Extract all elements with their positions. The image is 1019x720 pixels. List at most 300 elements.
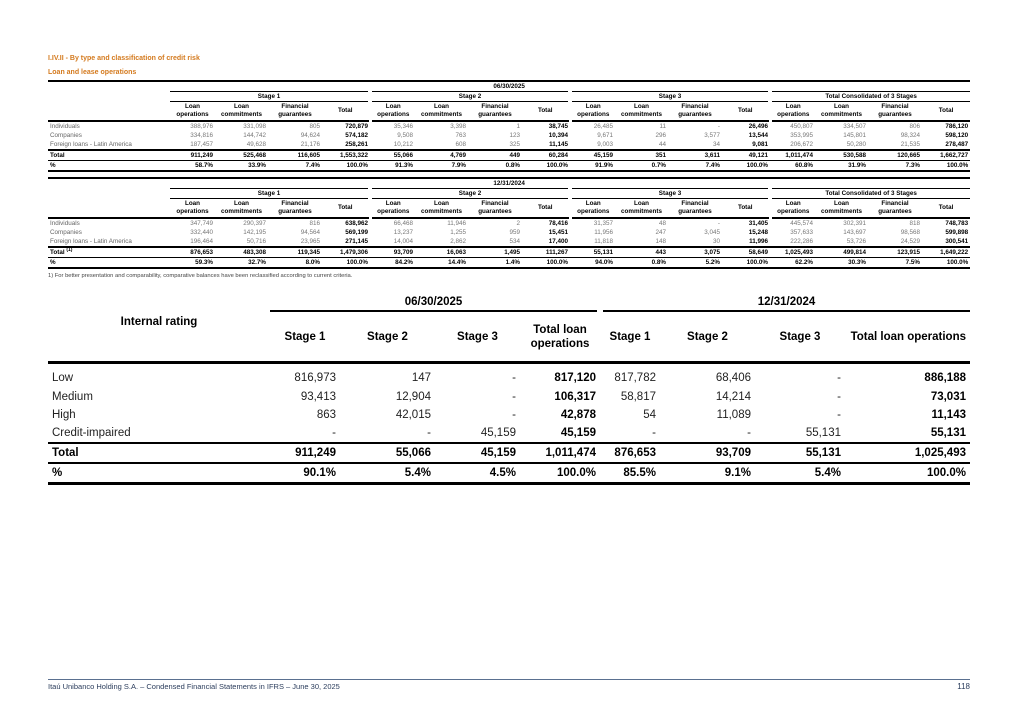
cell-value: - (837, 391, 841, 403)
period-date: 12/31/2024 (48, 178, 970, 189)
table-row (48, 388, 970, 406)
cell-value: 1,495 (468, 247, 522, 258)
cell-value: 33.9% (215, 161, 268, 172)
percent-row (48, 161, 970, 172)
table-row (48, 228, 970, 237)
column-header: Total (322, 199, 370, 219)
cell-value: 222,286 (790, 238, 813, 245)
cell-value: 353,995 (790, 132, 813, 139)
loan-stage-table-2025 (48, 80, 970, 172)
cell-value: 357,633 (790, 229, 813, 236)
row-label: High (52, 409, 76, 421)
cell-value: 94.0% (570, 258, 615, 269)
cell-value: 1,025,493 (845, 443, 970, 463)
percent-row (48, 258, 970, 269)
cell-value: 483,308 (215, 247, 268, 258)
table-row (48, 218, 970, 228)
cell-value: 1,649,222 (922, 247, 970, 258)
cell-value: 93,709 (660, 443, 755, 463)
cell-value: 17,400 (548, 238, 568, 245)
column-header: Stage 2 (367, 330, 408, 343)
period-date: 06/30/2025 (270, 294, 600, 311)
cell-value: 7.3% (868, 161, 922, 172)
cell-value: 35,346 (370, 121, 415, 131)
cell-value: 15,248 (748, 229, 768, 236)
column-header: Loan commitments (615, 102, 668, 122)
cell-value: 334,507 (815, 121, 868, 131)
row-label: Companies (50, 229, 82, 236)
cell-value: 12,904 (395, 391, 431, 403)
row-label-cell (48, 150, 170, 161)
cell-value: 7.9% (415, 161, 468, 172)
cell-value: 1,011,474 (770, 150, 815, 161)
cell-value: 450,807 (770, 121, 815, 131)
cell-value: - (668, 218, 722, 228)
cell-value: 98,324 (900, 132, 920, 139)
cell-value: 296 (655, 132, 666, 139)
cell-value: 120,665 (868, 150, 922, 161)
cell-value: - (332, 427, 336, 439)
column-header: Total (922, 102, 970, 122)
cell-value: 876,653 (600, 443, 660, 463)
column-header-row (48, 199, 970, 219)
column-header: Financial guarantees (268, 199, 322, 219)
cell-value: - (755, 363, 845, 389)
date-header-row (48, 81, 970, 92)
cell-value: 45,159 (435, 443, 520, 463)
column-header: Stage 1 (609, 330, 651, 343)
column-header: Loan commitments (415, 102, 468, 122)
cell-value: 3,045 (704, 229, 720, 236)
cell-value: 11,145 (549, 141, 568, 148)
internal-rating-table (48, 294, 970, 485)
cell-value: 48 (615, 218, 668, 228)
cell-value: - (512, 409, 516, 421)
cell-value: 143,697 (843, 229, 866, 236)
cell-value: 100.0% (322, 161, 370, 172)
cell-value: 786,120 (922, 121, 970, 131)
cell-value: 100.0% (845, 463, 970, 484)
cell-value: 3,611 (668, 150, 722, 161)
cell-value: 258,261 (345, 141, 368, 148)
cell-value: 449 (468, 150, 522, 161)
cell-value: 569,199 (345, 229, 368, 236)
column-header: Loan operations (770, 199, 815, 219)
column-header: Total (522, 102, 570, 122)
cell-value: 60.8% (770, 161, 815, 172)
column-header: Total loan operations (850, 330, 966, 343)
empty-cell (48, 102, 170, 122)
cell-value: 748,783 (922, 218, 970, 228)
cell-value: 9.1% (660, 463, 755, 484)
cell-value: 42,878 (560, 409, 596, 421)
internal-rating-header: Internal rating (120, 316, 198, 328)
cell-value: 863 (316, 409, 336, 421)
date-header-row (48, 294, 970, 311)
cell-value: 31,405 (722, 218, 770, 228)
cell-value: 271,145 (345, 238, 368, 245)
cell-value: 144,742 (243, 132, 266, 139)
cell-value: 11 (615, 121, 668, 131)
section-title: I.IV.II - By type and classification of credit risk (48, 55, 200, 62)
cell-value: 55,131 (805, 427, 841, 439)
cell-value: 148 (655, 238, 666, 245)
cell-value: 817,782 (600, 363, 660, 389)
cell-value: 806 (868, 121, 922, 131)
cell-value: 334,816 (190, 132, 213, 139)
cell-value: 31,357 (570, 218, 615, 228)
cell-value: 90.1% (270, 463, 340, 484)
cell-value: 11,143 (931, 409, 966, 421)
cell-value: 145,801 (843, 132, 866, 139)
table-row (48, 406, 970, 424)
cell-value: 959 (509, 229, 520, 236)
stage-header: Stage 3 (570, 189, 770, 199)
footnote-marker: (1) (66, 246, 73, 253)
row-label: Total (50, 249, 65, 256)
cell-value: 100.0% (922, 161, 970, 172)
cell-value: 5.2% (668, 258, 722, 269)
loan-stage-table-2024 (48, 177, 970, 269)
stage-header: Stage 1 (170, 92, 370, 102)
cell-value: 351 (615, 150, 668, 161)
cell-value: 21,535 (900, 141, 920, 148)
table-row (48, 237, 970, 247)
table-row (48, 131, 970, 140)
cell-value: 50,280 (846, 141, 866, 148)
row-label: Total (48, 443, 270, 463)
column-header: Loan operations (170, 199, 215, 219)
cell-value: - (652, 427, 656, 439)
cell-value: 38,745 (522, 121, 570, 131)
table-row (48, 121, 970, 131)
cell-value: 32.7% (215, 258, 268, 269)
cell-value: 638,962 (322, 218, 370, 228)
cell-value: 599,898 (945, 229, 969, 236)
cell-value: 9,671 (597, 132, 613, 139)
cell-value: 11,996 (749, 238, 768, 245)
column-header-row (48, 311, 970, 363)
period-date: 12/31/2024 (600, 294, 970, 311)
cell-value: 1.4% (468, 258, 522, 269)
column-header: Financial guarantees (868, 199, 922, 219)
cell-value: 525,468 (215, 150, 268, 161)
cell-value: 9,081 (752, 141, 768, 148)
cell-value: 100.0% (520, 463, 600, 484)
column-header: Financial guarantees (668, 199, 722, 219)
cell-value: 50,716 (246, 238, 266, 245)
cell-value: 45,159 (480, 427, 516, 439)
row-label: Individuals (48, 218, 170, 228)
cell-value: 499,814 (815, 247, 868, 258)
column-header: Total (722, 102, 770, 122)
column-header: Loan commitments (815, 199, 868, 219)
cell-value: 9,508 (397, 132, 413, 139)
cell-value: 98,568 (900, 229, 920, 236)
cell-value: 2 (468, 218, 522, 228)
row-label: Companies (50, 132, 82, 139)
cell-value: 58.7% (170, 161, 215, 172)
section-subtitle: Loan and lease operations (48, 69, 137, 76)
cell-value: 100.0% (722, 161, 770, 172)
total-row (48, 247, 970, 258)
cell-value: 443 (615, 247, 668, 258)
cell-value: 3,398 (415, 121, 468, 131)
cell-value: 11,956 (594, 229, 613, 236)
cell-value: 816,973 (270, 363, 340, 389)
cell-value: 55,066 (370, 150, 415, 161)
tables-container (48, 80, 970, 485)
cell-value: 816 (268, 218, 322, 228)
cell-value: 94,624 (300, 132, 320, 139)
footer-text: Itaú Unibanco Holding S.A. – Condensed Financial Statements in IFRS – June 30, 2025 (48, 682, 340, 691)
percent-row (48, 463, 970, 484)
cell-value: 911,249 (170, 150, 215, 161)
cell-value: 445,574 (770, 218, 815, 228)
cell-value: 13,544 (748, 132, 768, 139)
cell-value: 247 (655, 229, 666, 236)
column-header: Stage 3 (457, 330, 498, 343)
cell-value: 1 (468, 121, 522, 131)
column-header: Total (322, 102, 370, 122)
cell-value: 34 (712, 141, 720, 148)
stage-header: Stage 3 (570, 92, 770, 102)
cell-value: 7.5% (868, 258, 922, 269)
footer-divider (48, 679, 970, 680)
table-row (48, 140, 970, 150)
cell-value: - (837, 409, 841, 421)
row-label: Credit-impaired (52, 427, 131, 439)
empty-cell (48, 92, 170, 102)
cell-value: - (435, 363, 520, 389)
cell-value: 325 (509, 141, 520, 148)
cell-value: 1,025,493 (770, 247, 815, 258)
cell-value: 302,391 (815, 218, 868, 228)
column-header: Stage 2 (687, 330, 728, 343)
cell-value: 24,529 (900, 238, 920, 245)
column-header: Total loan operations (530, 323, 590, 350)
cell-value: 4.5% (435, 463, 520, 484)
cell-value: 66,468 (370, 218, 415, 228)
period-date: 06/30/2025 (48, 81, 970, 92)
cell-value: 1,011,474 (520, 443, 600, 463)
empty-cell (48, 189, 170, 199)
cell-value: 290,397 (215, 218, 268, 228)
cell-value: 111,267 (522, 247, 570, 258)
cell-value: 49,121 (722, 150, 770, 161)
cell-value: 300,541 (945, 238, 969, 245)
stage-header: Stage 2 (370, 92, 570, 102)
cell-value: - (747, 427, 751, 439)
cell-value: 73,031 (930, 391, 966, 403)
cell-value: 91.9% (570, 161, 615, 172)
cell-value: 7.4% (668, 161, 722, 172)
cell-value: 23,965 (300, 238, 320, 245)
cell-value: 608 (455, 141, 466, 148)
column-header: Financial guarantees (668, 102, 722, 122)
total-row (48, 443, 970, 463)
cell-value: 49,628 (246, 141, 266, 148)
cell-value: 55,131 (755, 443, 845, 463)
cell-value: 93,413 (300, 391, 336, 403)
column-header: Stage 3 (779, 330, 821, 343)
cell-value: 14,004 (393, 238, 413, 245)
cell-value: 11,818 (594, 238, 613, 245)
column-header: Total (922, 199, 970, 219)
cell-value: 30 (712, 238, 720, 245)
cell-value: 14.4% (415, 258, 468, 269)
cell-value: 106,317 (554, 391, 596, 403)
cell-value: 1,662,727 (922, 150, 970, 161)
footnote: 1) For better presentation and comparability, comparative balances have been reclassified according to current criteria. (48, 273, 353, 279)
cell-value: 7.4% (268, 161, 322, 172)
cell-value: 388,976 (170, 121, 215, 131)
cell-value: 100.0% (322, 258, 370, 269)
column-header: Financial guarantees (268, 102, 322, 122)
row-label-cell (48, 161, 170, 172)
cell-value: 0.8% (468, 161, 522, 172)
row-label: Medium (52, 391, 93, 403)
cell-value: 53,726 (846, 238, 866, 245)
cell-value: 0.8% (615, 258, 668, 269)
row-label: Total (50, 152, 65, 159)
cell-value: 85.5% (600, 463, 660, 484)
column-header: Loan operations (170, 102, 215, 122)
column-header: Financial guarantees (468, 102, 522, 122)
cell-value: 11,946 (415, 218, 468, 228)
cell-value: 13,237 (393, 229, 413, 236)
cell-value: 100.0% (522, 258, 570, 269)
column-header-row (48, 102, 970, 122)
stage-header: Total Consolidated of 3 Stages (770, 189, 970, 199)
cell-value: 45,159 (560, 427, 596, 439)
cell-value: 5.4% (340, 463, 435, 484)
cell-value: 4,769 (415, 150, 468, 161)
stage-header: Stage 1 (170, 189, 370, 199)
cell-value: 142,195 (243, 229, 266, 236)
column-header: Loan operations (370, 199, 415, 219)
column-header: Financial guarantees (868, 102, 922, 122)
cell-value: 26,485 (570, 121, 615, 131)
cell-value: - (427, 427, 431, 439)
cell-value: 817,120 (520, 363, 600, 389)
cell-value: 332,440 (190, 229, 213, 236)
cell-value: 331,098 (215, 121, 268, 131)
row-label: Low (48, 363, 270, 389)
cell-value: 534 (509, 238, 520, 245)
cell-value: 0.7% (615, 161, 668, 172)
cell-value: 100.0% (722, 258, 770, 269)
column-header: Loan commitments (615, 199, 668, 219)
cell-value: 911,249 (270, 443, 340, 463)
cell-value: 206,672 (790, 141, 813, 148)
cell-value: 26,496 (722, 121, 770, 131)
cell-value: 54 (643, 409, 656, 421)
cell-value: 818 (868, 218, 922, 228)
cell-value: 763 (455, 132, 466, 139)
cell-value: 100.0% (922, 258, 970, 269)
cell-value: 278,487 (945, 141, 969, 148)
cell-value: 16,063 (415, 247, 468, 258)
column-header: Financial guarantees (468, 199, 522, 219)
column-header: Loan operations (770, 102, 815, 122)
cell-value: 91.3% (370, 161, 415, 172)
cell-value: 44 (658, 141, 666, 148)
empty-cell (48, 294, 270, 311)
cell-value: 119,345 (268, 247, 322, 258)
column-header: Total (522, 199, 570, 219)
cell-value: - (668, 121, 722, 131)
cell-value: 10,212 (393, 141, 413, 148)
cell-value: 5.4% (755, 463, 845, 484)
cell-value: 58,649 (722, 247, 770, 258)
cell-value: 720,879 (322, 121, 370, 131)
cell-value: 45,159 (570, 150, 615, 161)
row-label: % (50, 259, 56, 266)
column-header: Loan commitments (215, 102, 268, 122)
cell-value: 78,416 (522, 218, 570, 228)
empty-cell (48, 199, 170, 219)
stage-header: Total Consolidated of 3 Stages (770, 92, 970, 102)
row-label-cell (48, 258, 170, 269)
cell-value: 9,003 (597, 141, 613, 148)
cell-value: 21,176 (300, 141, 320, 148)
cell-value: 1,255 (450, 229, 466, 236)
column-header: Loan commitments (415, 199, 468, 219)
cell-value: - (512, 391, 516, 403)
cell-value: 31.9% (815, 161, 868, 172)
stage-header-row (48, 92, 970, 102)
cell-value: 347,749 (170, 218, 215, 228)
cell-value: 84.2% (370, 258, 415, 269)
stage-header-row (48, 189, 970, 199)
cell-value: 598,120 (945, 132, 969, 139)
row-label: Foreign loans - Latin America (50, 238, 132, 245)
cell-value: 15,451 (548, 229, 568, 236)
cell-value: 3,075 (668, 247, 722, 258)
cell-value: 11,089 (716, 409, 751, 421)
column-header: Loan commitments (215, 199, 268, 219)
column-header: Loan operations (570, 199, 615, 219)
cell-value: 100.0% (522, 161, 570, 172)
row-label: Individuals (48, 121, 170, 131)
cell-value: 42,015 (395, 409, 431, 421)
cell-value: 60,284 (522, 150, 570, 161)
cell-value: 1,553,322 (322, 150, 370, 161)
column-header: Stage 1 (284, 330, 326, 343)
cell-value: 123 (509, 132, 520, 139)
cell-value: 187,457 (190, 141, 213, 148)
stage-header: Stage 2 (370, 189, 570, 199)
cell-value: 10,394 (548, 132, 568, 139)
cell-value: 123,915 (868, 247, 922, 258)
row-label: Foreign loans - Latin America (50, 141, 132, 148)
cell-value: 805 (268, 121, 322, 131)
cell-value: 3,577 (704, 132, 720, 139)
row-label: % (48, 463, 270, 484)
table-row (48, 424, 970, 443)
date-header-row (48, 178, 970, 189)
cell-value: 14,214 (715, 391, 751, 403)
cell-value: 147 (340, 363, 435, 389)
column-header: Loan operations (370, 102, 415, 122)
cell-value: 55,131 (570, 247, 615, 258)
cell-value: 196,464 (190, 238, 213, 245)
table-row (48, 363, 970, 389)
cell-value: 8.0% (268, 258, 322, 269)
cell-value: 30.3% (815, 258, 868, 269)
cell-value: 530,588 (815, 150, 868, 161)
